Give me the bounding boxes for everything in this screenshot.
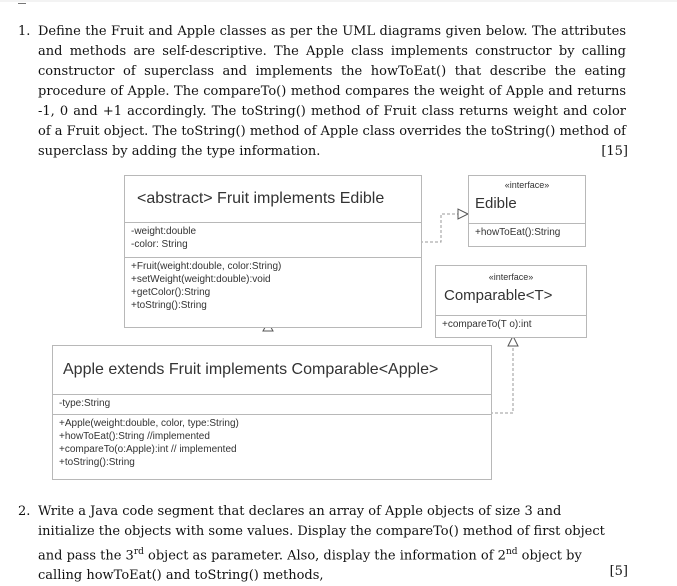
apple-attr: -type:String — [59, 398, 111, 409]
apple-comparable-realization — [490, 347, 513, 413]
edible-header — [469, 176, 585, 224]
apple-methods — [53, 415, 491, 471]
apple-method: +toString():String — [59, 457, 135, 468]
comparable-method: +compareTo(T o):int — [442, 319, 532, 330]
apple-title-text: Apple extends Fruit implements Comparable<Apple> — [63, 361, 439, 378]
question-line: calling howToEat() and toString() methods, — [38, 568, 324, 584]
fruit-title-text: <abstract> Fruit implements Edible — [137, 190, 385, 207]
question-marks: [5] — [609, 564, 628, 579]
edible-methods — [469, 224, 585, 241]
apple-method: +compareTo(o:Apple):int // implemented — [59, 444, 237, 455]
question-text — [38, 502, 626, 586]
question-marks: [15] — [601, 144, 628, 159]
comparable-stereotype: «interface» — [488, 272, 534, 282]
question-line: Write a Java code segment that declares an array of Apple objects of size 3 and — [38, 504, 562, 519]
superscript: nd — [505, 547, 518, 557]
question-line-text: object as parameter. Also, display the information of 2 — [143, 548, 506, 564]
edible-method: +howToEat():String — [475, 227, 561, 238]
question-line-text: and pass the 3 — [38, 548, 134, 564]
comparable-methods — [436, 316, 586, 333]
question-text-body: Define the Fruit and Apple classes as per the UML diagrams given below. The attributes and methods are self-descriptive. The Apple class implements constructor by calling constructor of superclass and implements the howToEat() that describe the eating procedure of Apple. The compareTo() method compares the weight of Apple and returns -1, 0 and +1 accordingly. The toString() method of Fruit class returns weight and color of a Fruit object. The toString() method of Apple class overrides the toString() method of superclass by adding the type information. — [38, 24, 626, 159]
edible-stereotype: «interface» — [504, 180, 550, 190]
superscript: rd — [133, 547, 144, 557]
apple-method: +Apple(weight:double, color, type:String) — [59, 418, 239, 429]
question-2 — [18, 502, 628, 586]
fruit-methods — [125, 258, 421, 314]
fruit-class-title — [125, 176, 421, 223]
uml-class-fruit — [124, 175, 422, 328]
fruit-method: +getColor():String — [131, 287, 211, 298]
question-line — [38, 542, 626, 566]
comparable-header — [436, 266, 586, 316]
uml-interface-edible — [468, 175, 586, 247]
fruit-method: +Fruit(weight:double, color:String) — [131, 261, 282, 272]
edible-realization-arrow — [458, 209, 468, 219]
apple-attributes — [53, 395, 491, 415]
apple-class-title — [53, 346, 491, 395]
uml-interface-comparable — [435, 265, 587, 338]
fruit-attributes — [125, 223, 421, 258]
question-line-text: object by — [517, 548, 582, 564]
edible-name: Edible — [475, 195, 517, 212]
apple-method: +howToEat():String //implemented — [59, 431, 210, 442]
question-number: 1. — [18, 24, 31, 39]
question-line: initialize the objects with some values. Display the compareTo() method of first object — [38, 524, 605, 539]
fruit-attr: -color: String — [131, 239, 188, 250]
comparable-name: Comparable<T> — [444, 287, 553, 304]
question-number: 2. — [18, 504, 31, 519]
uml-class-apple — [52, 345, 492, 480]
fruit-method: +setWeight(weight:double):void — [131, 274, 271, 285]
fruit-method: +toString():String — [131, 300, 207, 311]
fruit-attr: -weight:double — [131, 226, 197, 237]
fruit-edible-realization — [420, 214, 458, 242]
